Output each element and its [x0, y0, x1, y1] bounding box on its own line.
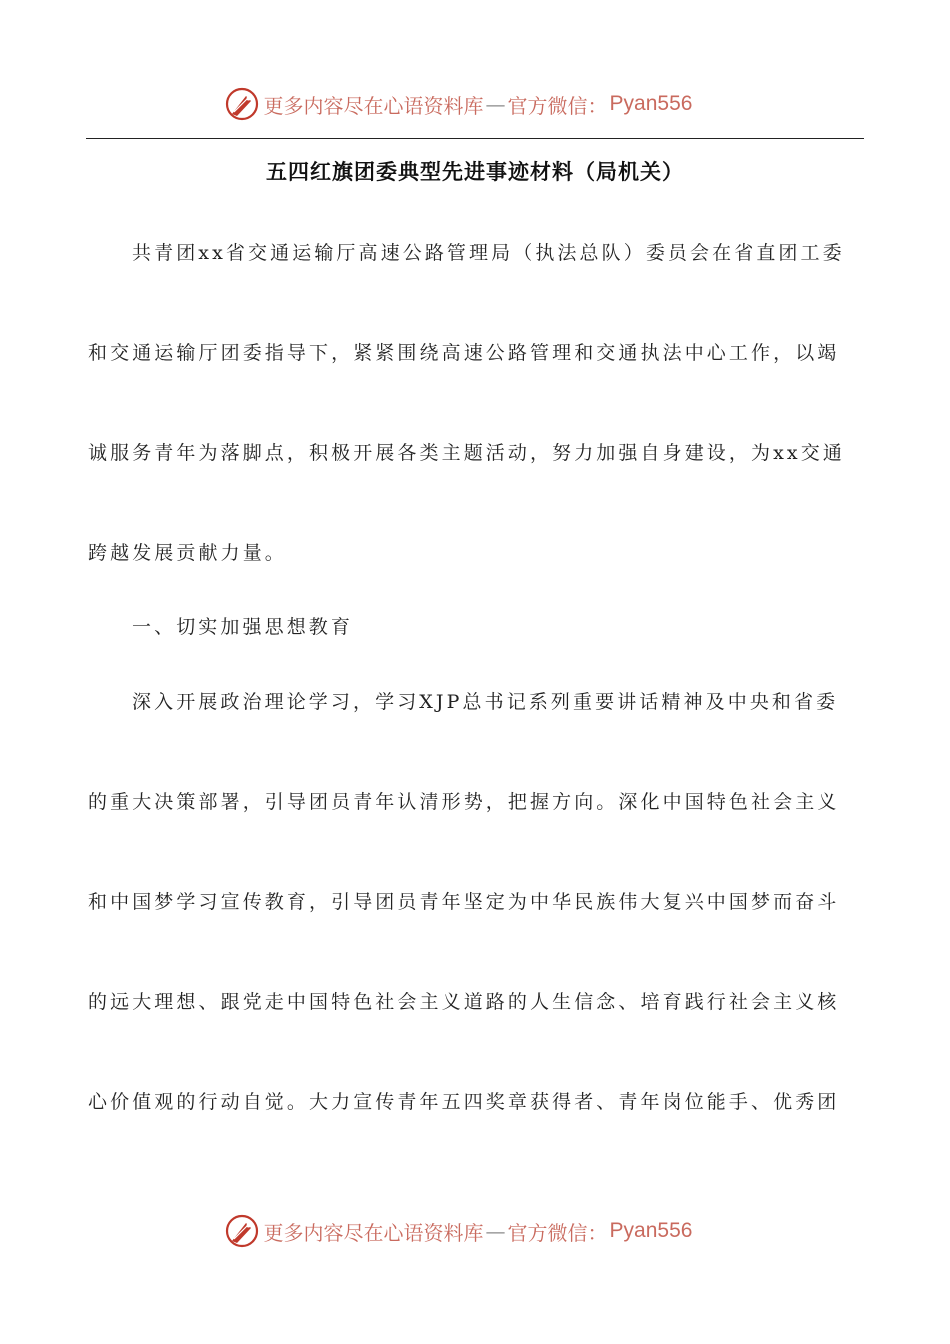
watermark-wechat-label: 官方微信：	[507, 1220, 608, 1245]
watermark-wechat-label: 官方微信：	[507, 93, 608, 118]
pen-nib-circle-icon	[224, 1213, 260, 1249]
body-line: 跨越发展贡献力量。	[88, 542, 287, 564]
body-line: 和交通运输厅团委指导下，紧紧围绕高速公路管理和交通执法中心工作，以竭	[88, 342, 840, 364]
watermark-text: 更多内容尽在心语资料库	[263, 93, 484, 118]
body-line: 深入开展政治理论学习，学习XJP总书记系列重要讲话精神及中央和省委	[132, 691, 839, 713]
watermark-wechat-id: Pyan556	[609, 1219, 693, 1242]
watermark-wechat-id: Pyan556	[609, 92, 693, 115]
document-title: 五四红旗团委典型先进事迹材料（局机关）	[266, 160, 684, 184]
header-divider	[86, 138, 864, 139]
section-heading: 一、切实加强思想教育	[132, 616, 354, 638]
watermark-dash: —	[485, 1219, 506, 1243]
watermark-banner-top	[0, 84, 950, 124]
pen-nib-circle-icon	[224, 86, 260, 122]
watermark-text: 更多内容尽在心语资料库	[263, 1220, 484, 1245]
body-line: 和中国梦学习宣传教育，引导团员青年坚定为中华民族伟大复兴中国梦而奋斗	[88, 891, 840, 913]
body-line: 诚服务青年为落脚点，积极开展各类主题活动，努力加强自身建设，为xx交通	[88, 442, 845, 464]
body-line: 的远大理想、跟党走中国特色社会主义道路的人生信念、培育践行社会主义核	[88, 991, 840, 1013]
body-line: 共青团xx省交通运输厅高速公路管理局（执法总队）委员会在省直团工委	[132, 242, 845, 264]
watermark-banner-bottom	[0, 1211, 950, 1251]
body-line: 的重大决策部署，引导团员青年认清形势，把握方向。深化中国特色社会主义	[88, 791, 840, 813]
body-line: 心价值观的行动自觉。大力宣传青年五四奖章获得者、青年岗位能手、优秀团	[88, 1091, 840, 1113]
watermark-dash: —	[485, 92, 506, 116]
